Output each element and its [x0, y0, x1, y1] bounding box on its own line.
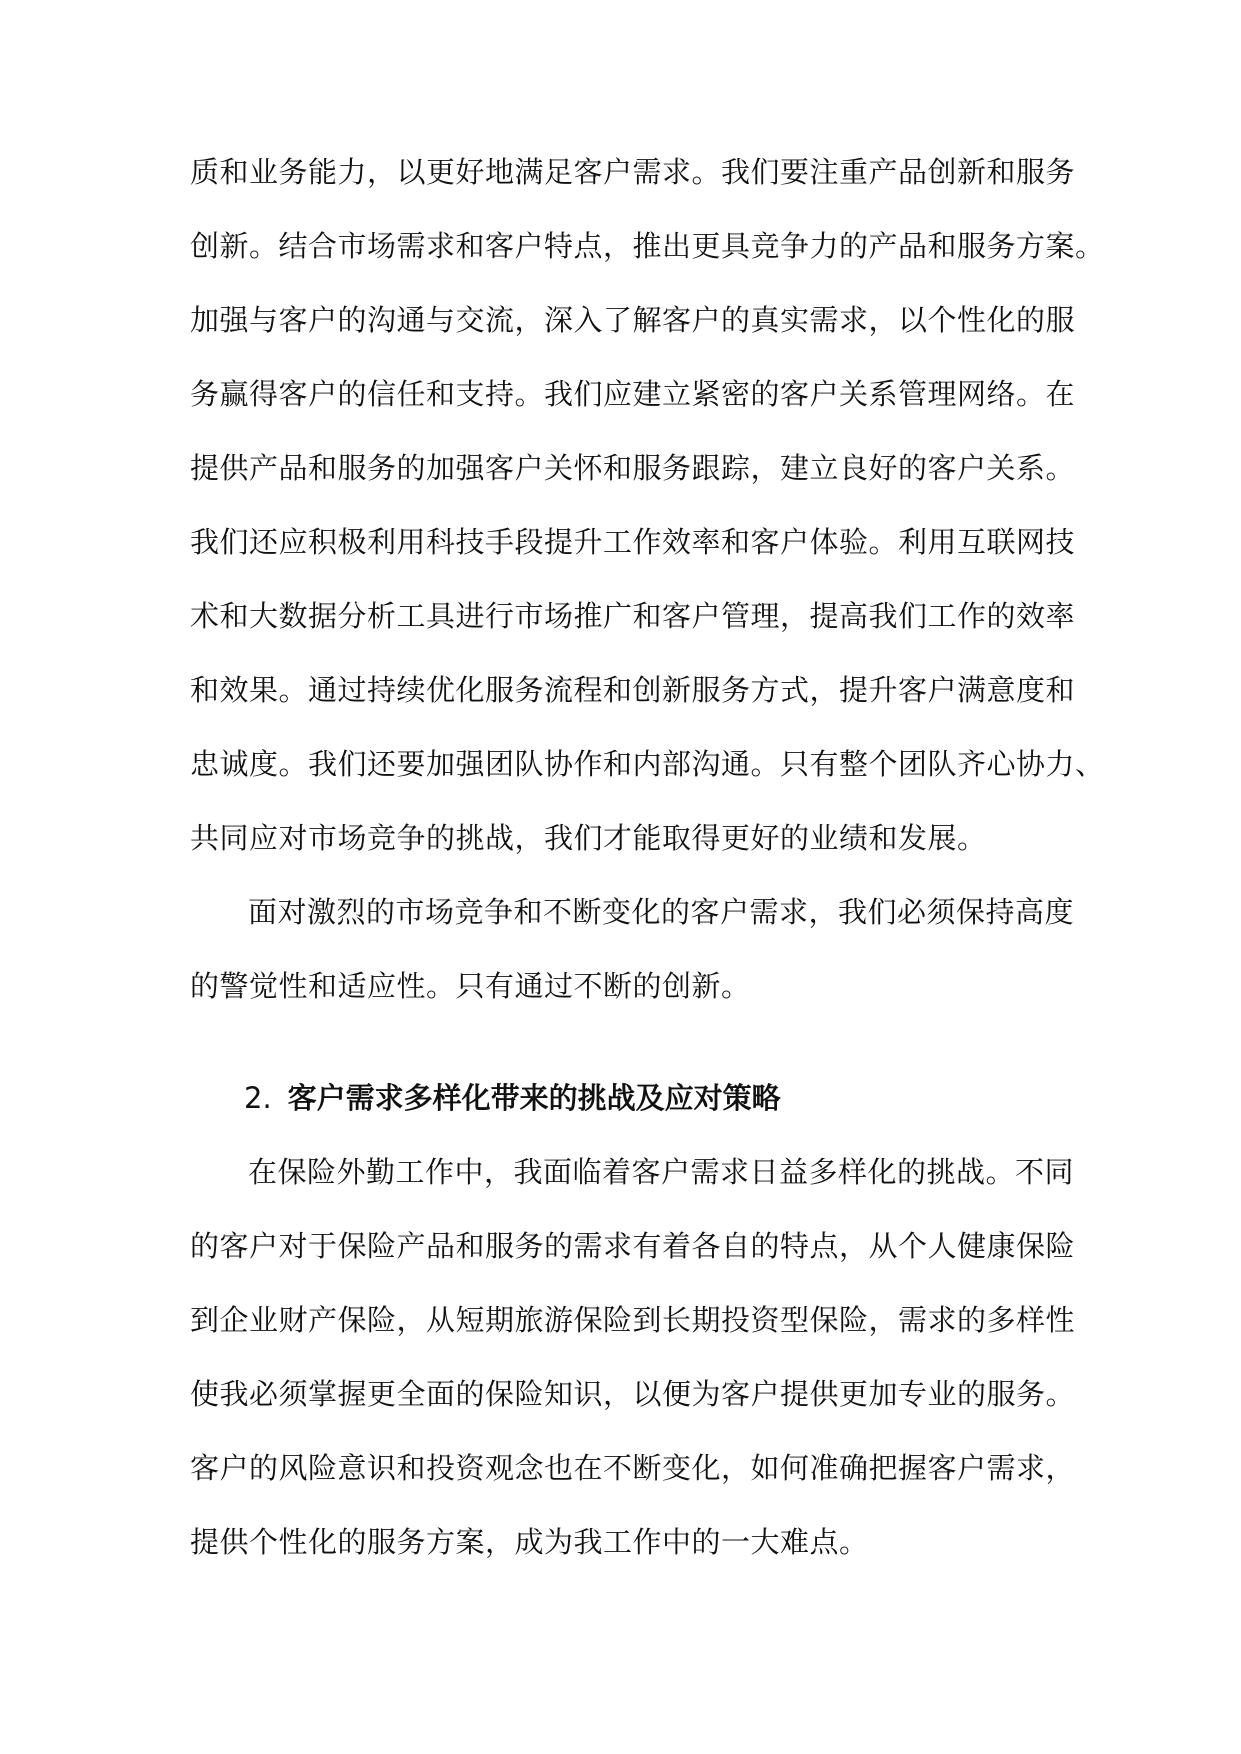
- paragraph-line: 务赢得客户的信任和支持。我们应建立紧密的客户关系管理网络。在: [190, 377, 1076, 411]
- paragraph-line: 的警觉性和适应性。只有通过不断的创新。: [190, 969, 751, 1003]
- section-title: 客户需求多样化带来的挑战及应对策略: [287, 1081, 781, 1115]
- section-heading: [244, 1078, 781, 1118]
- paragraph-line: 的客户对于保险产品和服务的需求有着各自的特点，从个人健康保险: [190, 1229, 1076, 1263]
- paragraph-line: 忠诚度。我们还要加强团队协作和内部沟通。只有整个团队齐心协力、: [190, 747, 1105, 781]
- paragraph-line: 到企业财产保险，从短期旅游保险到长期投资型保险，需求的多样性: [190, 1303, 1076, 1337]
- paragraph-line: 加强与客户的沟通与交流，深入了解客户的真实需求，以个性化的服: [190, 303, 1076, 337]
- paragraph-line: 在保险外勤工作中，我面临着客户需求日益多样化的挑战。不同: [248, 1155, 1075, 1189]
- paragraph-line: 提供个性化的服务方案，成为我工作中的一大难点。: [190, 1525, 869, 1559]
- paragraph-line: 术和大数据分析工具进行市场推广和客户管理，提高我们工作的效率: [190, 599, 1076, 633]
- paragraph-line: 和效果。通过持续优化服务流程和创新服务方式，提升客户满意度和: [190, 673, 1076, 707]
- paragraph-line: 客户的风险意识和投资观念也在不断变化，如何准确把握客户需求，: [190, 1451, 1076, 1485]
- paragraph-line: 使我必须掌握更全面的保险知识，以便为客户提供更加专业的服务。: [190, 1377, 1076, 1411]
- paragraph-line: 我们还应积极利用科技手段提升工作效率和客户体验。利用互联网技: [190, 525, 1076, 559]
- paragraph-line: 质和业务能力，以更好地满足客户需求。我们要注重产品创新和服务: [190, 155, 1076, 189]
- paragraph-line: 提供产品和服务的加强客户关怀和服务跟踪，建立良好的客户关系。: [190, 451, 1076, 485]
- paragraph-line: 创新。结合市场需求和客户特点，推出更具竞争力的产品和服务方案。: [190, 229, 1105, 263]
- paragraph-line: 共同应对市场竞争的挑战，我们才能取得更好的业绩和发展。: [190, 821, 987, 855]
- paragraph-line: 面对激烈的市场竞争和不断变化的客户需求，我们必须保持高度: [248, 895, 1075, 929]
- section-number: 2.: [244, 1081, 272, 1115]
